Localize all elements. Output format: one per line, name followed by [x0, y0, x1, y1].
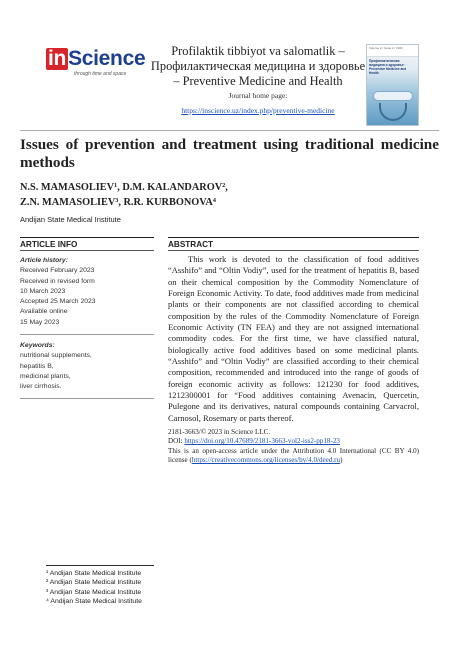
keyword-item: nutritional supplements,	[20, 352, 92, 360]
article-title: Issues of prevention and treatment using traditional medicine methods	[20, 136, 439, 171]
author-list	[20, 181, 439, 210]
history-item: Received February 2023	[20, 267, 95, 275]
journal-home-label: Journal home page:	[228, 91, 288, 100]
license-line	[168, 447, 419, 466]
license-end: )	[340, 456, 343, 465]
history-item: 10 March 2023	[20, 287, 66, 295]
publisher-logo	[46, 48, 150, 88]
authors-line-2: Z.N. MAMASOLIEV³, R.R. KURBONOVA⁴	[20, 196, 216, 208]
cover-stethoscope-graphic	[379, 103, 407, 121]
abstract-column	[168, 237, 419, 465]
footnote-divider	[46, 565, 154, 566]
header-divider	[20, 130, 439, 131]
keyword-item: medicinal plants,	[20, 372, 71, 380]
article-history	[20, 256, 154, 335]
license-link[interactable]: https://creativecommons.org/licenses/by/4.0/deed.ru	[191, 456, 341, 465]
abstract-text: This work is devoted to the classification of food additives “Asshifo” and “Oltin Vodiy”, used for the treatment of hepatitis B, based on their chemical composition by the Commodity Nomenclature of Foreign Economic Activity. To date, food additives made from medicinal plants or their components are not classified according to chemical composition by the rules of the Commodity Nomenclature of Foreign Economic Activity (TN FEA) and they are not assigned international commodity codes. For the first time, we have classified natural, biologically active food additives based on some medicinal plants. “Asshifo” and “Oltin Vodiy” are classified according to their chemical composition, recommended and introduced into the range of goods of foreign economic activity as follows: 121230 for food additives, 1212300001 for “Food additives containing Avenacin, Quercetin, Pulegone and its derivatives, natural compounds containing Carvacrol, Carnosol, Rosemary or parts thereof.	[168, 254, 419, 423]
keywords-divider	[20, 398, 154, 399]
history-item: 15 May 2023	[20, 318, 60, 326]
footnote-item: ³ Andijan State Medical Institute	[46, 588, 142, 596]
cover-pill-graphic	[373, 91, 413, 101]
footnote-item: ² Andijan State Medical Institute	[46, 579, 142, 587]
footnote-item: ¹ Andijan State Medical Institute	[46, 570, 142, 577]
logo-tagline: through time and space	[74, 71, 127, 77]
affiliation: Andijan State Medical Institute	[20, 215, 121, 224]
journal-cover-image	[366, 44, 419, 126]
footnotes	[46, 569, 142, 606]
keyword-item: hepatitis B,	[20, 362, 54, 370]
authors-line-1: N.S. MAMASOLIEV¹, D.M. KALANDAROV²,	[20, 182, 228, 193]
journal-title: Profilaktik tibbiyot va salomatlik – Профилактическая медицина и здоровье – Preventive Medicine and Health	[150, 44, 366, 88]
keyword-item: liver cirrhosis.	[20, 383, 62, 391]
article-info-column	[20, 237, 154, 399]
logo-in-mark: in	[48, 47, 67, 70]
history-item: Available online	[20, 308, 68, 316]
article-history-label: Article history:	[20, 257, 68, 264]
history-item: Received in revised form	[20, 277, 95, 285]
doi-line	[168, 437, 419, 446]
doi-label: DOI:	[168, 437, 183, 446]
journal-header	[150, 44, 366, 118]
logo-science-text: Science	[68, 47, 146, 70]
abstract-heading: ABSTRACT	[168, 237, 419, 251]
cover-title-text: Профилактическая медицина и здоровье · Preventive Medicine and Health	[369, 59, 407, 75]
journal-home-link[interactable]: https://inscience.uz/index.php/preventive-medicine	[181, 106, 335, 115]
license-text: This is an open-access article under the Attribution 4.0 International (CC BY 4.0) license (	[168, 446, 419, 465]
history-item: Accepted 25 March 2023	[20, 298, 96, 306]
keywords	[20, 341, 154, 396]
footnote-item: ⁴ Andijan State Medical Institute	[46, 597, 142, 605]
doi-link[interactable]: https://doi.org/10.47689/2181-3663-vol2-iss2-pp18-23	[184, 437, 340, 446]
article-info-heading: ARTICLE INFO	[20, 237, 154, 251]
keywords-label: Keywords:	[20, 342, 55, 350]
article-meta	[168, 428, 419, 465]
cover-issue-text: Volume 2 / Issue 2 / 2023	[367, 45, 418, 57]
issn-copyright: 2181-3663/© 2023 in Science LLC.	[168, 428, 271, 437]
